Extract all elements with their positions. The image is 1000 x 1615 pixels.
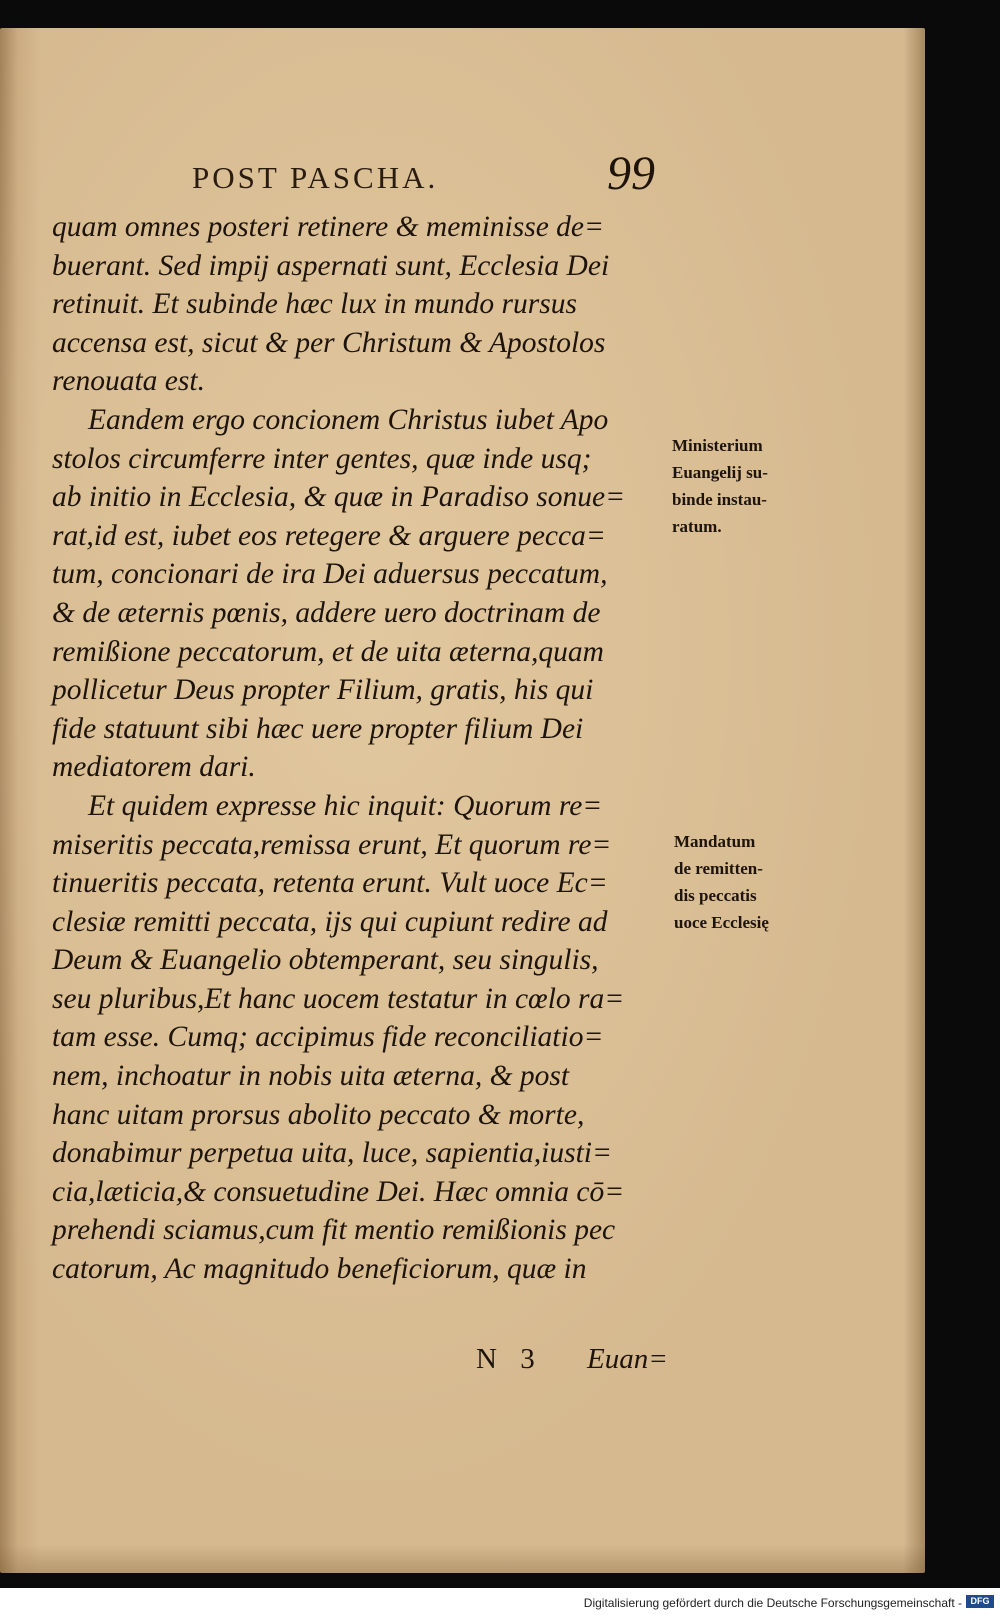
margin-note-line: dis peccatis [674, 886, 757, 905]
page-header [0, 128, 925, 198]
text-line: retinuit. Et subinde hæc lux in mundo rursus [52, 288, 577, 321]
text-line: cia,læticia,& consuetudine Dei. Hæc omnia cō= [52, 1175, 625, 1208]
text-line: seu pluribus,Et hanc uocem testatur in cœlo ra= [52, 982, 625, 1015]
text-line: ab initio in Ecclesia, & quæ in Paradiso sonue= [52, 481, 626, 514]
margin-note-line: binde instau- [672, 490, 767, 509]
text-line: clesiæ remitti peccata, ijs qui cupiunt redire ad [52, 905, 608, 938]
signature-mark: N 3 [476, 1343, 543, 1375]
text-line: donabimur perpetua uita, luce, sapientia,iusti= [52, 1137, 612, 1170]
text-line: Deum & Euangelio obtemperant, seu singulis, [52, 944, 599, 977]
text-line: prehendi sciamus,cum fit mentio remißionis pec [52, 1214, 616, 1247]
funding-credit: Digitalisierung gefördert durch die Deutsche Forschungsgemeinschaft - [583, 1596, 962, 1610]
margin-note-ministerium [672, 432, 768, 540]
margin-note-line: ratum. [672, 517, 722, 536]
text-line: quam omnes posteri retinere & meminisse de= [52, 211, 604, 243]
margin-note-mandatum [674, 828, 769, 936]
margin-note-line: Euangelij su- [672, 463, 768, 482]
digitization-footer [0, 1588, 1000, 1615]
text-line: Eandem ergo concionem Christus iubet Apo [88, 403, 609, 436]
text-line: fide statuunt sibi hæc uere propter filium Dei [52, 712, 584, 745]
catchline [0, 1343, 925, 1383]
margin-note-line: Mandatum [674, 832, 756, 851]
text-line: mediatorem dari. [52, 751, 256, 784]
text-line: pollicetur Deus propter Filium, gratis, his qui [52, 674, 594, 707]
main-text [52, 208, 667, 1289]
text-line: renouata est. [52, 365, 205, 398]
text-line: stolos circumferre inter gentes, quæ inde usq; [52, 442, 592, 475]
text-line: catorum, Ac magnitudo beneficiorum, quæ in [52, 1253, 587, 1286]
text-line: nem, inchoatur in nobis uita æterna, & post [52, 1060, 570, 1093]
running-head: POST PASCHA. [192, 160, 439, 195]
text-line: & de æternis pœnis, addere uero doctrinam de [52, 596, 601, 629]
dfg-logo-icon: DFG [966, 1595, 994, 1608]
book-page [0, 28, 925, 1573]
text-line: Et quidem expresse hic inquit: Quorum re= [88, 789, 603, 822]
page-number: 99 [607, 147, 655, 200]
text-line: tum, concionari de ira Dei aduersus peccatum, [52, 558, 608, 591]
text-line: accensa est, sicut & per Christum & Apostolos [52, 326, 606, 359]
text-line: rat,id est, iubet eos retegere & arguere pecca= [52, 519, 606, 552]
text-line: tam esse. Cumq; accipimus fide reconciliatio= [52, 1021, 604, 1054]
margin-note-line: uoce Ecclesię [674, 913, 769, 932]
catchword: Euan= [587, 1343, 668, 1375]
text-line: buerant. Sed impij aspernati sunt, Ecclesia Dei [52, 249, 610, 282]
margin-note-line: de remitten- [674, 859, 763, 878]
margin-note-line: Ministerium [672, 436, 763, 455]
text-line: tinueritis peccata, retenta erunt. Vult uoce Ec= [52, 867, 608, 900]
text-line: miseritis peccata,remissa erunt, Et quorum re= [52, 828, 612, 861]
text-line: hanc uitam prorsus abolito peccato & morte, [52, 1098, 585, 1131]
text-line: remißione peccatorum, et de uita æterna,quam [52, 635, 604, 668]
